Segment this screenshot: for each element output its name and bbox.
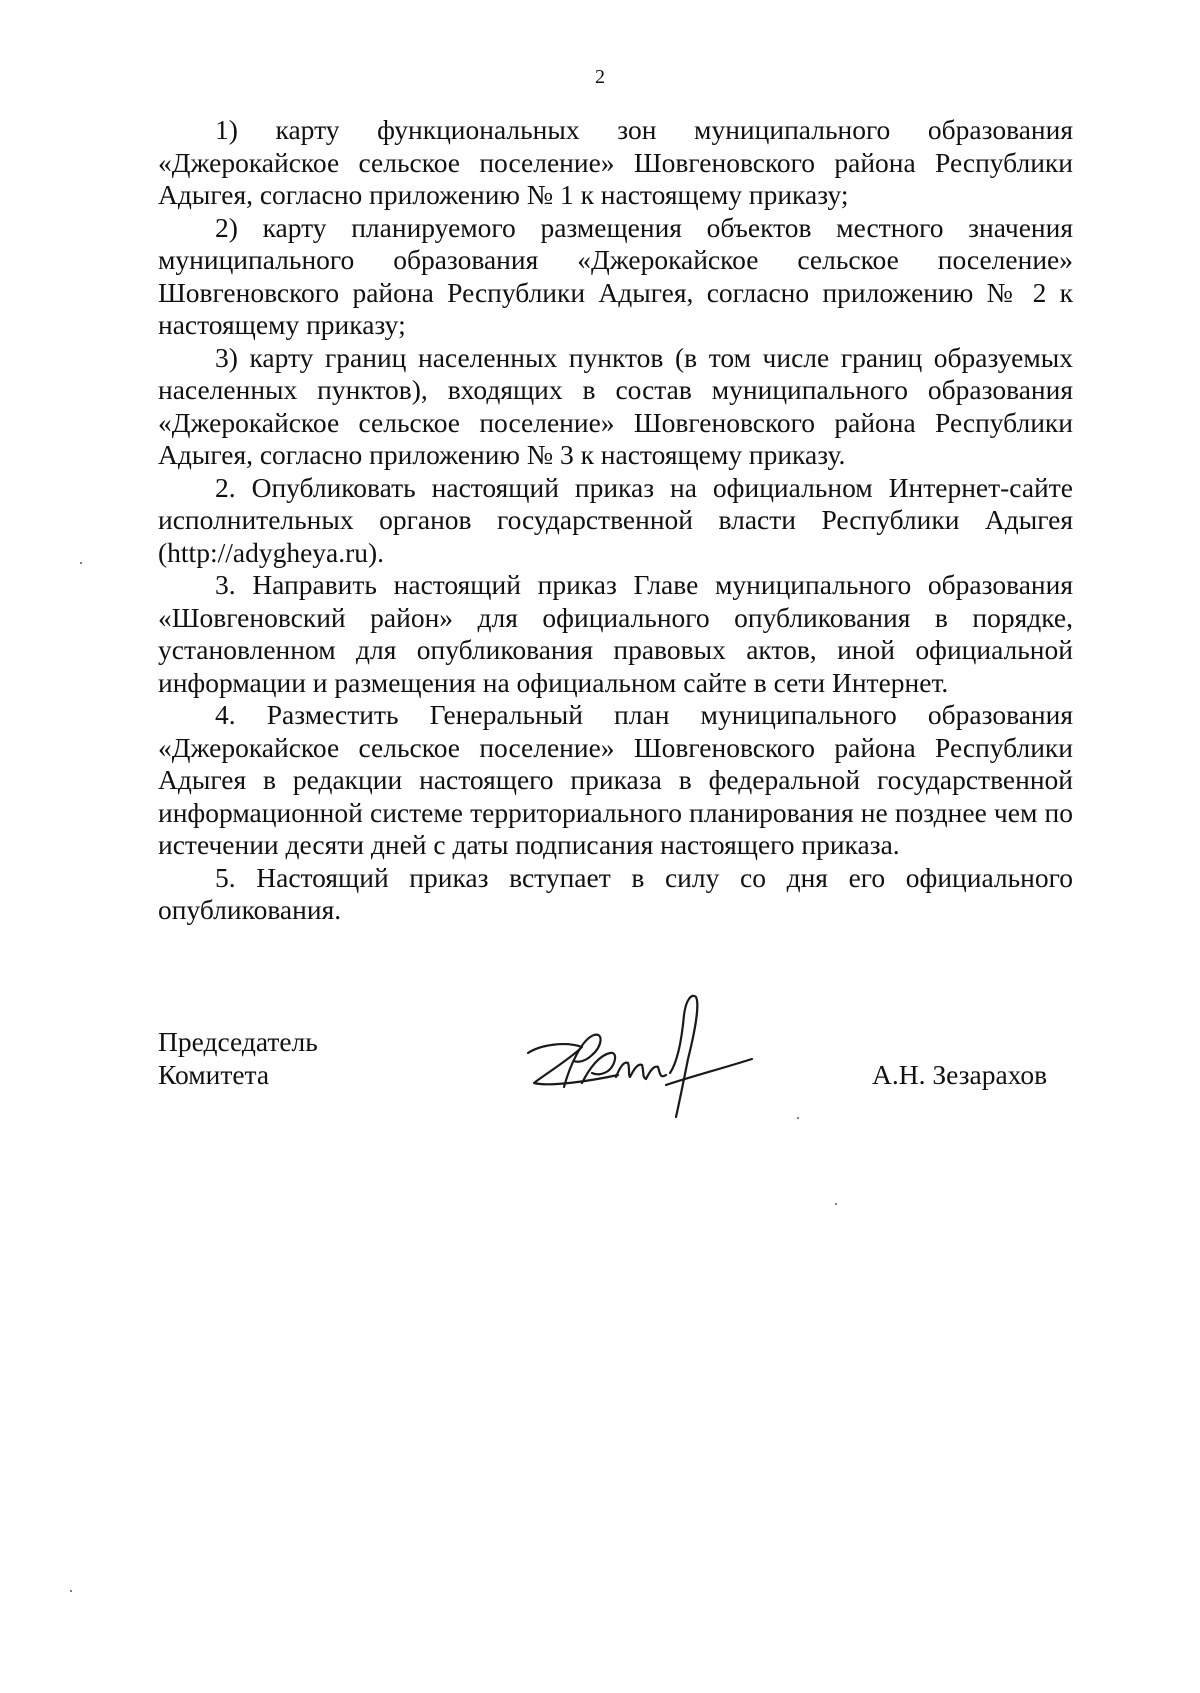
- paragraph-map-functional-zones: 1) карту функциональных зон муниципального образования «Джерокайское сельское поселение» Шовгеновского района Республики Адыгея, согласно приложению № 1 к настоящему приказу;: [158, 114, 1073, 210]
- scan-speck: [835, 1203, 837, 1205]
- signatory-title: [158, 1025, 318, 1091]
- scan-speck: [80, 562, 82, 564]
- page-number: 2: [595, 66, 605, 88]
- signatory-name: А.Н. Зезарахов: [872, 1059, 1048, 1090]
- handwritten-signature: [520, 975, 760, 1125]
- document-body: [158, 114, 1073, 927]
- scan-speck: [797, 1117, 799, 1119]
- paragraph-map-local-objects: 2) карту планируемого размещения объектов местного значения муниципального образования «Джерокайское сельское поселение» Шовгеновского района Республики Адыгея, согласно приложению № 2 к настоящему приказу;: [158, 211, 1073, 340]
- paragraph-entry-into-force: 5. Настоящий приказ вступает в силу со дня его официального опубликования.: [158, 861, 1073, 925]
- paragraph-map-settlement-borders: 3) карту границ населенных пунктов (в том числе границ образуемых населенных пунктов), входящих в состав муниципального образования «Джерокайское сельское поселение» Шовгеновского района Республики Адыгея, согласно приложению № 3 к настоящему приказу.: [158, 341, 1073, 470]
- signatory-title-line1: Председатель: [158, 1026, 318, 1057]
- paragraph-place-general-plan: 4. Разместить Генеральный план муниципального образования «Джерокайское сельское поселение» Шовгеновского района Республики Адыгея в редакции настоящего приказа в федеральной государственной информационной системе территориального планирования не позднее чем по истечении десяти дней с даты подписания настоящего приказа.: [158, 699, 1073, 860]
- signatory-title-line2: Комитета: [158, 1059, 270, 1090]
- paragraph-send-to-head: 3. Направить настоящий приказ Главе муниципального образования «Шовгеновский район» для официального опубликования в порядке, установленном для опубликования правовых актов, иной официальной информации и размещения на официальном сайте в сети Интернет.: [158, 569, 1073, 698]
- scan-speck: [70, 1590, 72, 1592]
- paragraph-publish-website: 2. Опубликовать настоящий приказ на официальном Интернет-сайте исполнительных органов государственной власти Республики Адыгея (http://adygheya.ru).: [158, 471, 1073, 568]
